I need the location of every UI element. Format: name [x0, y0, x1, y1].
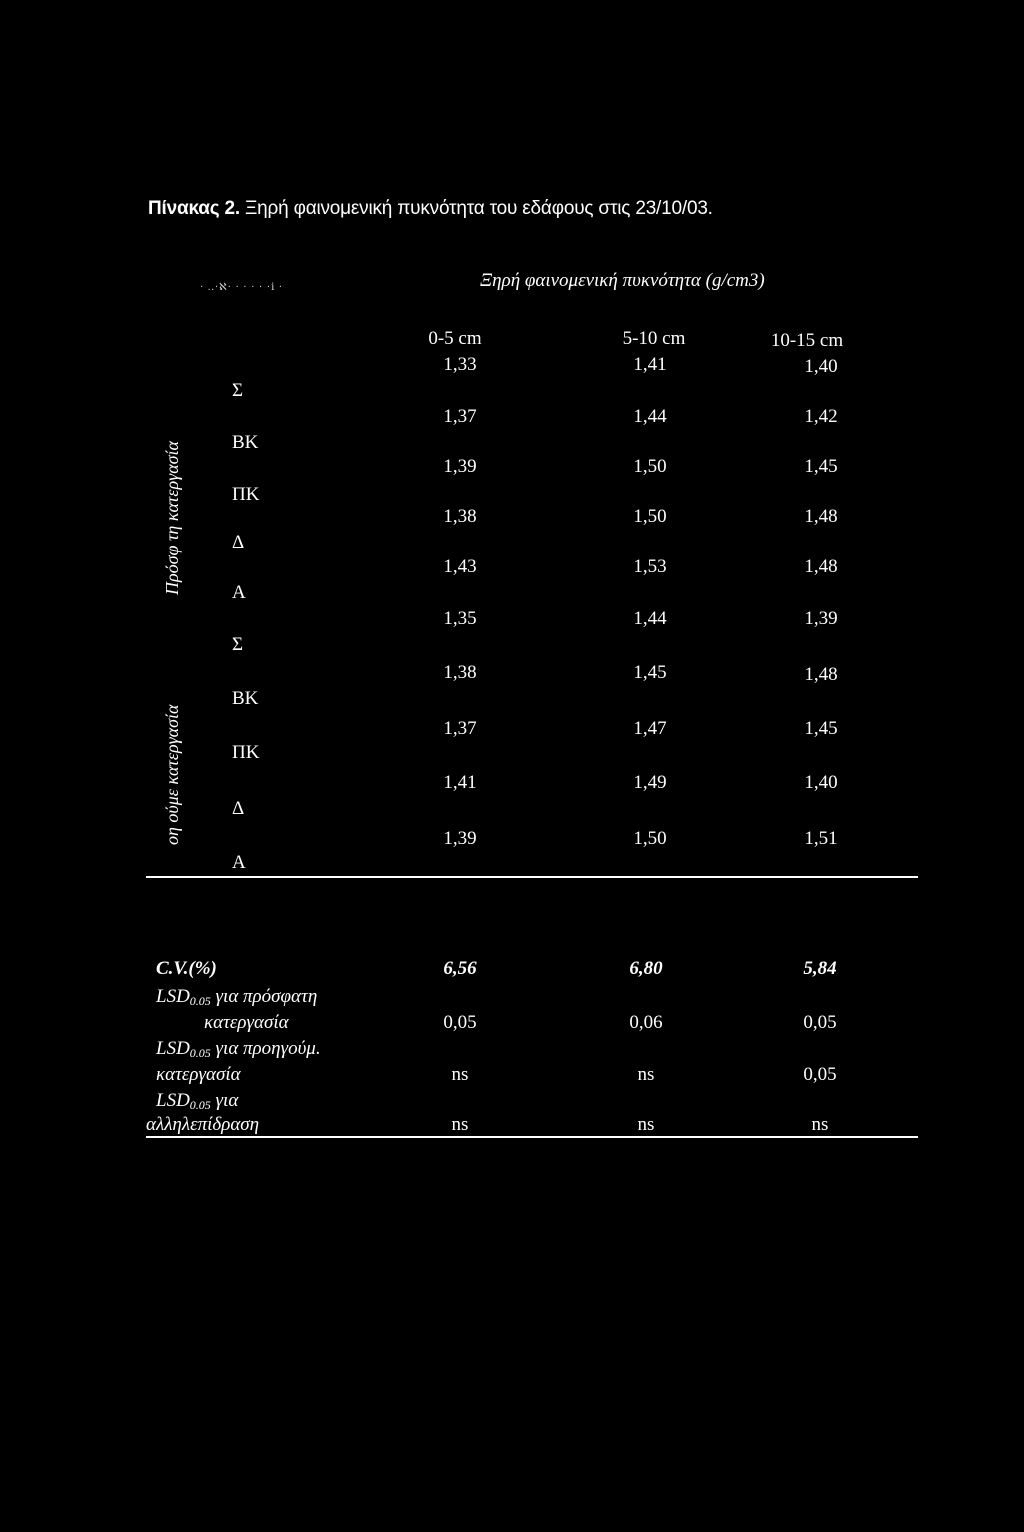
table-cell: 1,41 [633, 354, 667, 375]
table-cell: 1,44 [633, 608, 667, 629]
row-label: Α [232, 582, 246, 603]
table-cell: 1,39 [443, 828, 477, 849]
table-cell: 1,37 [443, 406, 477, 427]
row-label: ΒΚ [232, 432, 259, 453]
table-cell: 1,48 [804, 506, 838, 527]
lsd-interaction-label: $LSD_{0.05}$ για [156, 1090, 239, 1112]
table-cell: 1,35 [443, 608, 477, 629]
table-cell: 1,53 [633, 556, 667, 577]
lsd-interaction-value: ns [811, 1114, 829, 1135]
table-cell: 1,45 [804, 718, 838, 739]
lsd-interaction-value: ns [451, 1114, 469, 1135]
table-cell: 1,39 [443, 456, 477, 477]
lsd-interaction-label-line2: αλληλεπίδραση [146, 1114, 260, 1135]
table-cell: 1,44 [633, 406, 667, 427]
lsd-recent-label-line2: κατεργασία [204, 1012, 289, 1033]
table-cell: 1,43 [443, 556, 477, 577]
table-cell: 1,40 [804, 772, 838, 793]
caption-label: Πίνακας 2. [148, 198, 240, 219]
table-cell: 1,49 [633, 772, 667, 793]
table-cell: 1,48 [804, 664, 838, 685]
table-bottom-rule [146, 876, 918, 878]
table-cell: 1,40 [804, 356, 838, 377]
row-label: ΒΚ [232, 688, 259, 709]
lsd-previous-value: 0,05 [803, 1064, 837, 1085]
column-header-0-5: 0-5 cm [428, 328, 482, 349]
column-header-5-10: 5-10 cm [622, 328, 686, 349]
column-header-10-15: 10-15 cm [770, 330, 844, 351]
group-label-previous: οη ούμε κατεργασία [162, 704, 182, 845]
lsd-previous-value: ns [637, 1064, 655, 1085]
lsd-previous-value: ns [451, 1064, 469, 1085]
row-label: ΠΚ [232, 742, 260, 763]
group-label-recent: Πρόσφ τη κατεργασία [162, 441, 182, 595]
lsd-recent-value: 0,06 [629, 1012, 663, 1033]
row-label: Σ [232, 380, 244, 401]
table-cell: 1,45 [804, 456, 838, 477]
table-cell: 1,38 [443, 506, 477, 527]
cv-value: 6,80 [629, 958, 663, 979]
lsd-previous-label: $LSD_{0.05}$ για προηγούμ. [156, 1038, 321, 1060]
stats-bottom-rule [146, 1136, 918, 1138]
table-cell: 1,48 [804, 556, 838, 577]
table-cell: 1,51 [804, 828, 838, 849]
table-caption [148, 198, 713, 220]
table-cell: 1,45 [633, 662, 667, 683]
table-cell: 1,38 [443, 662, 477, 683]
cv-value: 6,56 [443, 958, 477, 979]
table-cell: 1,50 [633, 828, 667, 849]
table-cell: 1,50 [633, 506, 667, 527]
table-cell: 1,41 [443, 772, 477, 793]
lsd-previous-label-line2: κατεργασία [156, 1064, 241, 1085]
lsd-recent-label: $LSD_{0.05}$ για πρόσφατη [156, 986, 318, 1008]
lsd-interaction-value: ns [637, 1114, 655, 1135]
table-cell: 1,50 [633, 456, 667, 477]
cv-label: C.V.(%) [156, 958, 217, 979]
table-cell: 1,37 [443, 718, 477, 739]
lsd-recent-value: 0,05 [443, 1012, 477, 1033]
table-cell: 1,39 [804, 608, 838, 629]
table-cell: 1,33 [443, 354, 477, 375]
caption-text: Ξηρή φαινομενική πυκνότητα του εδάφους στις 23/10/03. [245, 198, 713, 219]
cv-value: 5,84 [803, 958, 837, 979]
table-cell: 1,42 [804, 406, 838, 427]
row-label: Σ [232, 634, 244, 655]
lsd-recent-value: 0,05 [803, 1012, 837, 1033]
row-label: Δ [232, 798, 245, 819]
row-label: Α [232, 852, 246, 873]
table-cell: 1,47 [633, 718, 667, 739]
row-label: ΠΚ [232, 484, 260, 505]
scan-artifact: · ..·ℵ· · · · · ·ⅰ · [200, 282, 284, 293]
table-header-title: Ξηρή φαινομενική πυκνότητα (g/cm3) [480, 270, 765, 291]
row-label: Δ [232, 532, 245, 553]
